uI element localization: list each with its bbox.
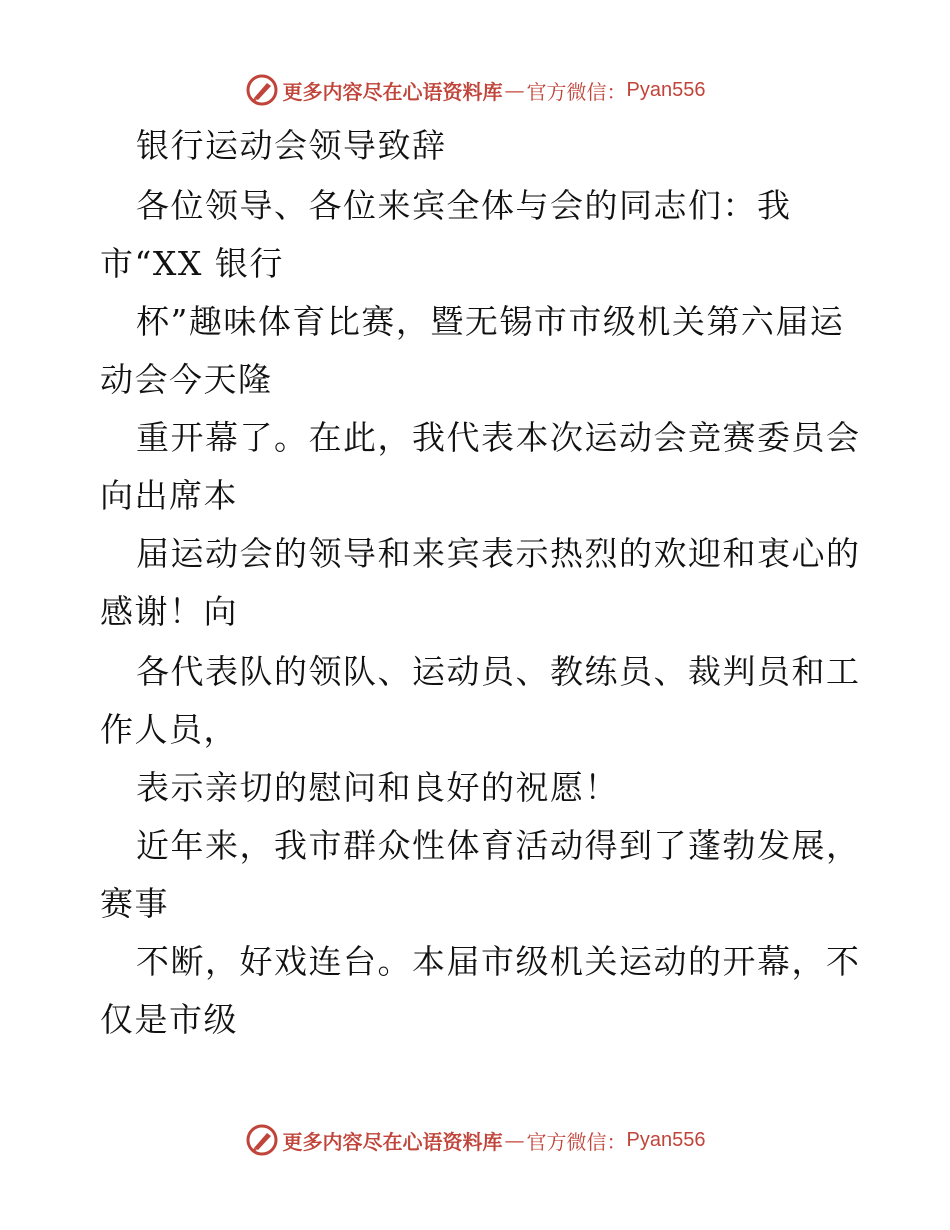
text-line: 杯”趣味体育比赛，暨无锡市市级机关第六届运 bbox=[136, 302, 845, 341]
text-line: 重开幕了。在此，我代表本次运动会竞赛委员会 bbox=[136, 418, 861, 457]
footer-banner bbox=[0, 1120, 950, 1160]
text-line: 赛事 bbox=[100, 884, 169, 923]
wechat-id: Pyan556 bbox=[626, 78, 706, 101]
text-line: 届运动会的领导和来宾表示热烈的欢迎和衷心的 bbox=[136, 534, 861, 573]
banner-dash: — bbox=[504, 78, 525, 102]
text-line: 各位领导、各位来宾全体与会的同志们：我 bbox=[136, 186, 792, 225]
banner-dash: — bbox=[504, 1128, 525, 1152]
brand-text: 更多内容尽在心语资料库 bbox=[282, 79, 503, 104]
text-line: 近年来，我市群众性体育活动得到了蓬勃发展， bbox=[136, 826, 861, 865]
text-line: 动会今天隆 bbox=[100, 360, 273, 399]
pen-logo-icon bbox=[245, 73, 279, 107]
brand-text: 更多内容尽在心语资料库 bbox=[282, 1129, 503, 1154]
pen-logo-icon bbox=[245, 1123, 279, 1157]
text-line: 感谢！向 bbox=[100, 592, 238, 631]
text-line: 仅是市级 bbox=[100, 1000, 238, 1039]
text-line: 不断，好戏连台。本届市级机关运动的开幕，不 bbox=[136, 942, 861, 981]
text-line: 市“XX 银行 bbox=[100, 244, 284, 283]
wechat-label: 官方微信： bbox=[526, 79, 627, 104]
text-line: 向出席本 bbox=[100, 476, 238, 515]
header-banner bbox=[0, 70, 950, 110]
document-title: 银行运动会领导致辞 bbox=[136, 126, 447, 165]
text-line: 表示亲切的慰问和良好的祝愿！ bbox=[136, 768, 619, 807]
text-line: 各代表队的领队、运动员、教练员、裁判员和工 bbox=[136, 652, 861, 691]
text-line: 作人员， bbox=[100, 710, 238, 749]
wechat-id: Pyan556 bbox=[626, 1128, 706, 1151]
wechat-label: 官方微信： bbox=[526, 1129, 627, 1154]
